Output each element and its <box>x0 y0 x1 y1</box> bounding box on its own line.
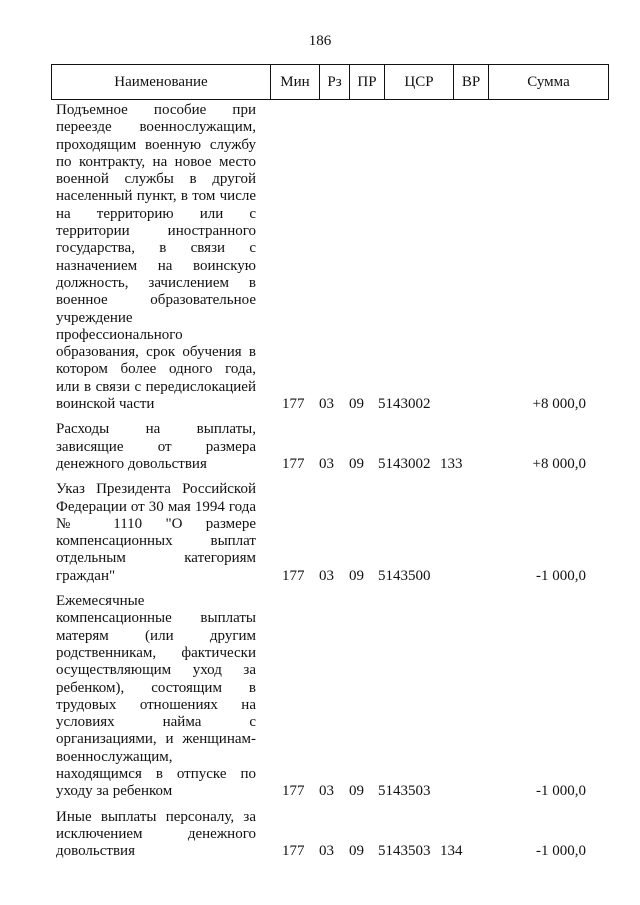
row-rz: 03 <box>319 396 334 413</box>
row-csr: 5143503 <box>378 843 431 860</box>
row-sum: +8 000,0 <box>532 396 586 413</box>
header-name: Наименование <box>114 73 208 90</box>
header-csr: ЦСР <box>384 65 453 99</box>
row-pr: 09 <box>349 396 364 413</box>
row-pr: 09 <box>349 783 364 800</box>
header-rz: Рз <box>319 65 349 99</box>
row-rz: 03 <box>319 783 334 800</box>
table-row <box>56 102 596 413</box>
page-number: 186 <box>308 33 332 49</box>
table-body <box>56 102 596 868</box>
row-min: 177 <box>282 567 305 584</box>
row-csr: 5143002 <box>378 396 431 413</box>
row-csr: 5143503 <box>378 783 431 800</box>
row-vr: 134 <box>440 843 463 860</box>
row-name: Ежемесячные компенсационные выплаты матерям (или другим родственникам, фактически осуществляющим уход за ребенком), состоящим в трудовых отношениях на условиях найма с организациями, и женщинам-военнослужащим, находящимся в отпуске по уходу за ребенком <box>56 593 256 800</box>
header-min: Мин <box>270 65 319 99</box>
row-name: Иные выплаты персоналу, за исключением денежного довольствия <box>56 808 256 860</box>
row-pr: 09 <box>349 567 364 584</box>
header-pr: ПР <box>349 65 384 99</box>
row-csr: 5143500 <box>378 567 431 584</box>
row-rz: 03 <box>319 567 334 584</box>
row-name: Расходы на выплаты, зависящие от размера денежного довольствия <box>56 421 256 472</box>
row-vr: 133 <box>440 455 463 472</box>
row-sum: +8 000,0 <box>532 455 586 472</box>
row-min: 177 <box>282 783 305 800</box>
header-sum: Сумма <box>488 65 608 99</box>
row-rz: 03 <box>319 455 334 472</box>
row-name: Подъемное пособие при переезде военнослужащим, проходящим военную службу по контракту, на новое место военной службы в другой населенный пункт, в том числе на территорию или с территории иностранного государства, в связи с назначением на воинскую должность, зачислением в военное образовательное учреждение профессионального образования, срок обучения в котором более одного года, или в связи с передислокацией воинской части <box>56 102 256 413</box>
row-min: 177 <box>282 455 305 472</box>
row-pr: 09 <box>349 843 364 860</box>
row-csr: 5143002 <box>378 455 431 472</box>
table-row <box>56 481 596 585</box>
row-min: 177 <box>282 396 305 413</box>
table-row <box>56 421 596 473</box>
row-sum: -1 000,0 <box>536 567 586 584</box>
table-row <box>56 809 596 861</box>
row-name: Указ Президента Российской Федерации от 30 мая 1994 года № 1110 "О размере компенсационных выплат отдельным категориям граждан" <box>56 481 256 584</box>
row-rz: 03 <box>319 843 334 860</box>
row-min: 177 <box>282 843 305 860</box>
row-pr: 09 <box>349 455 364 472</box>
table-header <box>51 64 609 100</box>
table-row <box>56 593 596 801</box>
row-sum: -1 000,0 <box>536 843 586 860</box>
row-sum: -1 000,0 <box>536 783 586 800</box>
header-vr: ВР <box>453 65 488 99</box>
